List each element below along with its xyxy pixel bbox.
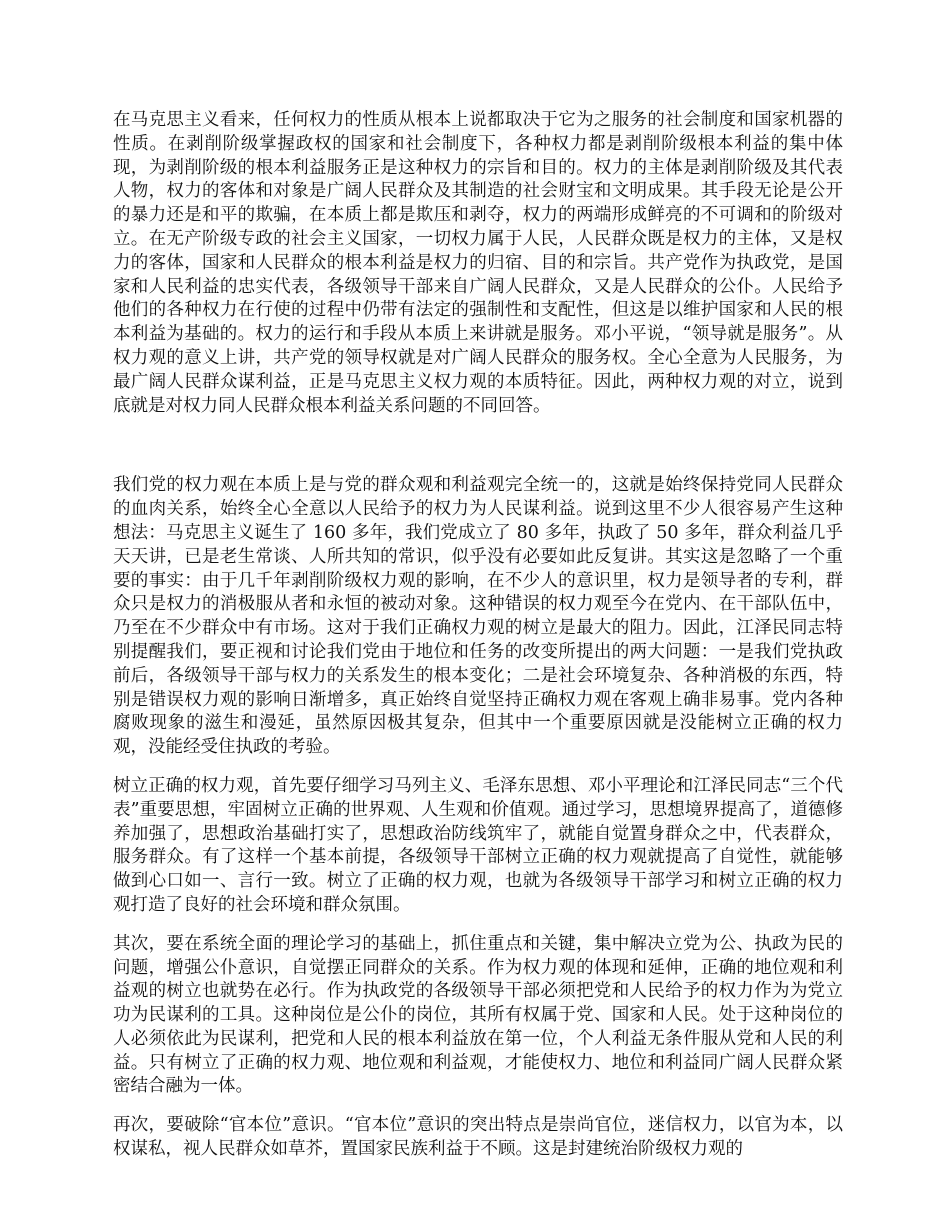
paragraph-4: 其次，要在系统全面的理论学习的基础上，抓住重点和关键，集中解决立党为公、执政为民的问题，增强公仆意识，自觉摆正同群众的关系。作为权力观的体现和延伸，正确的地位观和利益观的树立也就势在必行。作为执政党的各级领导干部必须把党和人民给予的权力作为为党立功为民谋利的工具。这种岗位是公仆的岗位，其所有权属于党、国家和人民。处于这种岗位的人必须依此为民谋利，把党和人民的根本利益放在第一位，个人利益无条件服从党和人民的利益。只有树立了正确的权力观、地位观和利益观，才能使权力、地位和利益同广阔人民群众紧密结合融为一体。 — [113, 933, 843, 1097]
paragraph-5: 再次，要破除“官本位”意识。“官本位”意识的突出特点是崇尚官位，迷信权力，以官为本，以权谋私，视人民群众如草芥，置国家民族利益于不顾。这是封建统治阶级权力观的 — [113, 1115, 843, 1160]
paragraph-1: 在马克思主义看来，任何权力的性质从根本上说都取决于它为之服务的社会制度和国家机器的性质。在剥削阶级掌握政权的国家和社会制度下，各种权力都是剥削阶级根本利益的集中体现，为剥削阶级的根本利益服务正是这种权力的宗旨和目的。权力的主体是剥削阶级及其代表人物，权力的客体和对象是广阔人民群众及其制造的社会财宝和文明成果。其手段无论是公开的暴力还是和平的欺骗，在本质上都是欺压和剥夺，权力的两端形成鲜亮的不可调和的阶级对立。在无产阶级专政的社会主义国家，一切权力属于人民，人民群众既是权力的主体，又是权力的客体，国家和人民群众的根本利益是权力的归宿、目的和宗旨。共产党作为执政党，是国家和人民利益的忠实代表，各级领导干部来自广阔人民群众，又是人民群众的公仆。人民给予他们的各种权力在行使的过程中仍带有法定的强制性和支配性，但这是以维护国家和人民的根本利益为基础的。权力的运行和手段从本质上来讲就是服务。邓小平说，“领导就是服务”。从权力观的意义上讲，共产党的领导权就是对广阔人民群众的服务权。全心全意为人民服务，为最广阔人民群众谋利益，正是马克思主义权力观的本质特征。因此，两种权力观的对立，说到底就是对权力同人民群众根本利益关系问题的不同回答。 — [113, 110, 843, 416]
document-body — [113, 109, 843, 1177]
paragraph-2: 我们党的权力观在本质上是与党的群众观和利益观完全统一的，这就是始终保持党同人民群众的血肉关系，始终全心全意以人民给予的权力为人民谋利益。说到这里不少人很容易产生这种想法：马克思主义诞生了 160 多年，我们党成立了 80 多年，执政了 50 多年，群众利益几乎天天讲，已是老生常谈、人所共知的常识，似乎没有必要如此反复讲。其实这是忽略了一个重要的事实：由于几千年剥削阶级权力观的影响，在不少人的意识里，权力是领导者的专利，群众只是权力的消极服从者和永恒的被动对象。这种错误的权力观至今在党内、在干部队伍中，乃至在不少群众中有市场。这对于我们正确权力观的树立是最大的阻力。因此，江泽民同志特别提醒我们，要正视和讨论我们党由于地位和任务的改变所提出的两大问题：一是我们党执政前后，各级领导干部与权力的关系发生的根本变化；二是社会环境复杂、各种消极的东西，特别是错误权力观的影响日渐增多，真正始终自觉坚持正确权力观在客观上确非易事。党内各种腐败现象的滋生和漫延，虽然原因极其复杂，但其中一个重要原因就是没能树立正确的权力观，没能经受住执政的考验。 — [113, 475, 843, 758]
paragraph-gap — [113, 418, 843, 474]
paragraph-3: 树立正确的权力观，首先要仔细学习马列主义、毛泽东思想、邓小平理论和江泽民同志“三个代表”重要思想，牢固树立正确的世界观、人生观和价值观。通过学习，思想境界提高了，道德修养加强了，思想政治基础打实了，思想政治防线筑牢了，就能自觉置身群众之中，代表群众，服务群众。有了这样一个基本前提，各级领导干部树立正确的权力观就提高了自觉性，就能够做到心口如一、言行一致。树立了正确的权力观，也就为各级领导干部学习和树立正确的权力观打造了良好的社会环境和群众氛围。 — [113, 775, 843, 915]
